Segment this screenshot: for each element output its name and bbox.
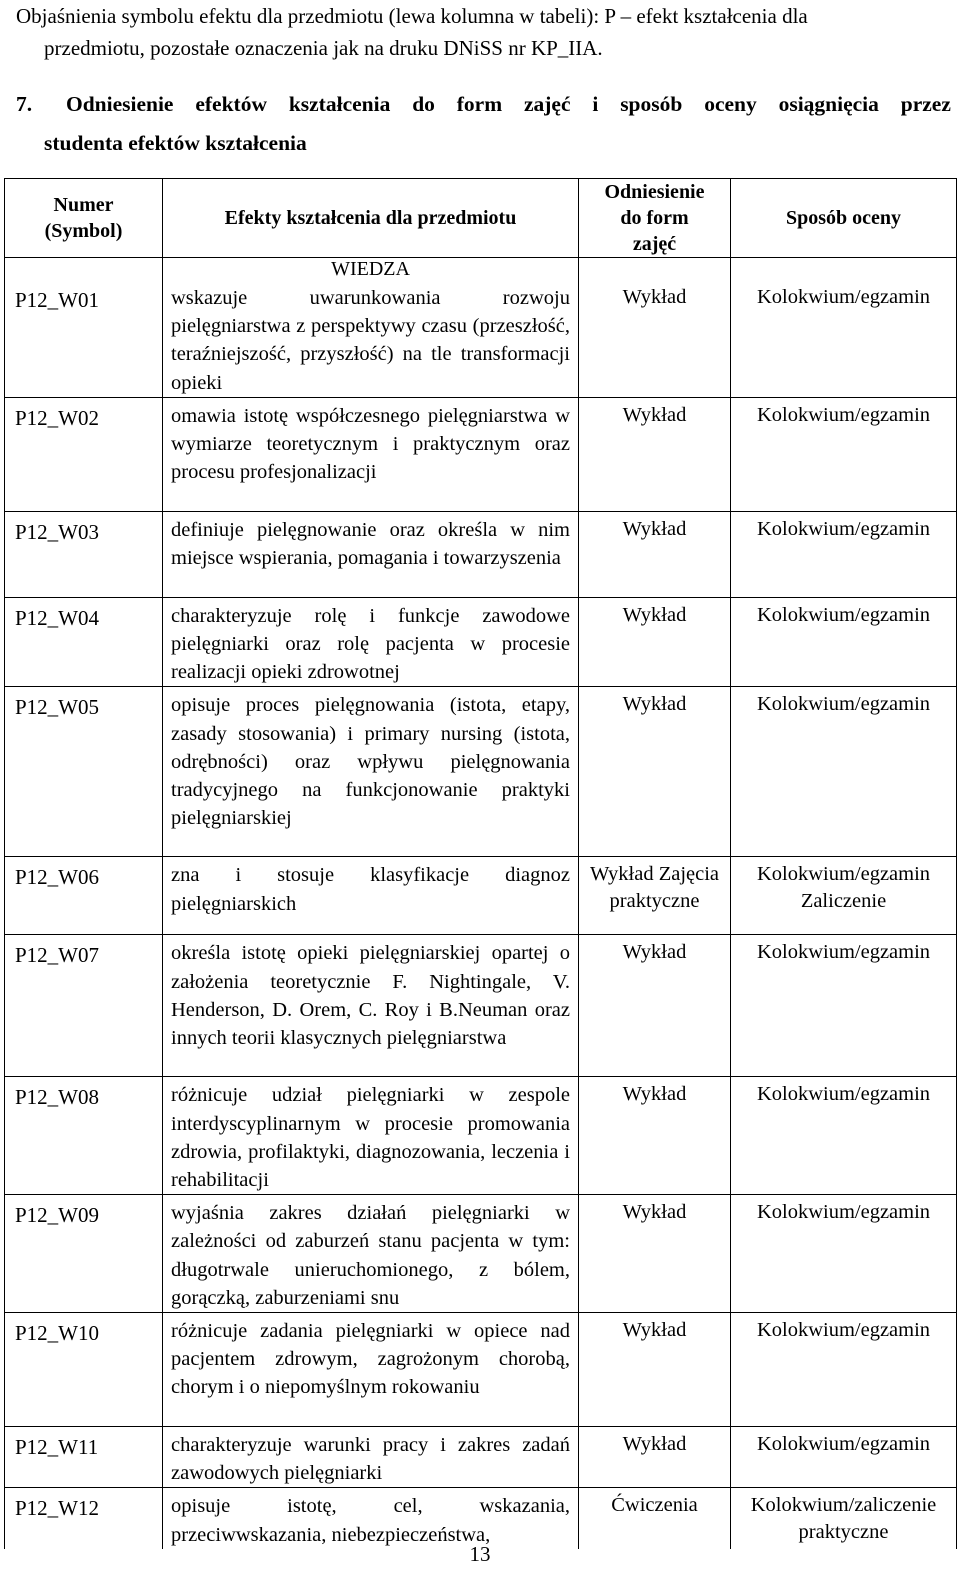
section-heading-line-2: studenta efektów kształcenia <box>44 131 307 155</box>
effect-description: definiuje pielęgnowanie oraz określa w nim miejsce wspierania, pomagania i towarzyszenia <box>163 511 579 597</box>
assessment-method: Kolokwium/egzamin <box>731 597 957 687</box>
table-row <box>5 397 957 511</box>
course-form: Wykład <box>579 935 731 1077</box>
section-heading-word: zajęć <box>523 92 571 116</box>
table-row <box>5 687 957 857</box>
effect-description: charakteryzuje rolę i funkcje zawodowe pielęgniarki oraz rolę pacjenta w procesie realizacji opieki zdrowotnej <box>163 597 579 687</box>
group-label: WIEDZA <box>163 258 579 281</box>
section-heading-word: osiągnięcia <box>778 92 879 116</box>
header-symbol <box>5 179 163 258</box>
section-heading-word: do <box>412 92 435 116</box>
explanation-note <box>16 0 951 64</box>
effect-description: opisuje proces pielęgnowania (istota, etapy, zasady stosowania) i primary nursing (istota, odrębności) oraz wpływu pielęgnowania tradycyjnego na funkcjonowanie praktyki pielęgniarskiej <box>163 687 579 857</box>
effect-description: zna i stosuje klasyfikacje diagnoz pielęgniarskich <box>163 857 579 935</box>
effect-description: wyjaśnia zakres działań pielęgniarki w zależności od zaburzeń stanu pacjenta w tym: długotrwale unieruchomionego, z bólem, gorączką, zaburzeniami snu <box>163 1195 579 1313</box>
effect-symbol: P12_W10 <box>5 1313 163 1427</box>
table-row <box>5 857 957 935</box>
table-row <box>5 1195 957 1313</box>
header-assessment: Sposób oceny <box>731 179 957 258</box>
effect-description: wskazuje uwarunkowania rozwoju pielęgniarstwa z perspektywy czasu (przeszłość, teraźniejszość, przyszłość) na tle transformacji opieki <box>163 280 579 397</box>
course-form: Wykład <box>579 1195 731 1313</box>
table-row <box>5 1427 957 1488</box>
assessment-method: Kolokwium/egzamin <box>731 1313 957 1427</box>
section-heading-word: Odniesienie <box>65 92 174 116</box>
header-effects: Efekty kształcenia dla przedmiotu <box>163 179 579 258</box>
effect-description: różnicuje zadania pielęgniarki w opiece nad pacjentem zdrowym, zagrożonym chorobą, chorym i o niepomyślnym rokowaniu <box>163 1313 579 1427</box>
table-row <box>5 1313 957 1427</box>
section-heading-word: kształcenia <box>288 92 391 116</box>
table-row <box>5 280 957 397</box>
course-form: Wykład <box>579 511 731 597</box>
course-form: Wykład <box>579 280 731 397</box>
course-form: Wykład <box>579 1077 731 1195</box>
section-heading-word: efektów <box>195 92 267 116</box>
effect-symbol: P12_W08 <box>5 1077 163 1195</box>
section-heading-line-1 <box>16 92 951 117</box>
page-number: 13 <box>469 1542 491 1566</box>
course-form: Wykład <box>579 1427 731 1488</box>
assessment-method: Kolokwium/egzamin <box>731 397 957 511</box>
effect-symbol: P12_W02 <box>5 397 163 511</box>
table-row <box>5 511 957 597</box>
header-symbol-line-2: (Symbol) <box>44 220 123 242</box>
effect-symbol: P12_W09 <box>5 1195 163 1313</box>
effect-description: charakteryzuje warunki pracy i zakres zadań zawodowych pielęgniarki <box>163 1427 579 1488</box>
effect-symbol: P12_W12 <box>5 1488 163 1549</box>
section-number: 7. <box>16 92 33 116</box>
effect-symbol: P12_W01 <box>5 280 163 397</box>
course-form: Ćwiczenia <box>579 1488 731 1549</box>
section-heading-word: form <box>456 92 503 116</box>
section-heading <box>16 92 951 156</box>
assessment-method: Kolokwium/egzamin Zaliczenie <box>731 857 957 935</box>
effect-description: opisuje istotę, cel, wskazania, przeciwwskazania, niebezpieczeństwa, <box>163 1488 579 1549</box>
header-form <box>579 179 731 258</box>
assessment-method: Kolokwium/egzamin <box>731 1195 957 1313</box>
course-form: Wykład <box>579 1313 731 1427</box>
table-header-row <box>5 179 957 258</box>
section-heading-word: sposób <box>620 92 683 116</box>
header-form-line-1: Odniesienie <box>604 181 705 203</box>
effects-table <box>4 178 957 1549</box>
course-form: Wykład <box>579 687 731 857</box>
table-row <box>5 597 957 687</box>
assessment-method: Kolokwium/egzamin <box>731 687 957 857</box>
header-form-line-2: do form <box>620 207 689 229</box>
group-row <box>5 258 957 281</box>
assessment-method: Kolokwium/egzamin <box>731 1427 957 1488</box>
course-form: Wykład Zajęcia praktyczne <box>579 857 731 935</box>
section-heading-word: oceny <box>704 92 757 116</box>
effect-description: różnicuje udział pielęgniarki w zespole interdyscyplinarnym w procesie promowania zdrowia, profilaktyki, diagnozowania, leczenia i rehabilitacji <box>163 1077 579 1195</box>
course-form: Wykład <box>579 597 731 687</box>
effect-symbol: P12_W07 <box>5 935 163 1077</box>
table-row <box>5 935 957 1077</box>
effect-description: określa istotę opieki pielęgniarskiej opartej o założenia teoretycznie F. Nightingale, V. Henderson, D. Orem, C. Roy i B.Neuman oraz innych teorii klasycznych pielęgniarstwa <box>163 935 579 1077</box>
explanation-line-2: przedmiotu, pozostałe oznaczenia jak na druku DNiSS nr KP_IIA. <box>44 36 603 60</box>
table-row <box>5 1077 957 1195</box>
table-row <box>5 1488 957 1549</box>
effect-symbol: P12_W05 <box>5 687 163 857</box>
header-symbol-line-1: Numer <box>53 194 114 216</box>
section-heading-word: przez <box>900 92 951 116</box>
course-form: Wykład <box>579 397 731 511</box>
header-form-line-3: zajęć <box>632 233 677 255</box>
effect-description: omawia istotę współczesnego pielęgniarstwa w wymiarze teoretycznym i praktycznym oraz procesu profesjonalizacji <box>163 397 579 511</box>
assessment-method: Kolokwium/egzamin <box>731 511 957 597</box>
effect-symbol: P12_W04 <box>5 597 163 687</box>
section-heading-word: i <box>592 92 599 116</box>
explanation-line-1: Objaśnienia symbolu efektu dla przedmiotu (lewa kolumna w tabeli): P – efekt kształcenia dla <box>16 4 808 28</box>
assessment-method: Kolokwium/egzamin <box>731 280 957 397</box>
effect-symbol: P12_W11 <box>5 1427 163 1488</box>
assessment-method: Kolokwium/egzamin <box>731 935 957 1077</box>
assessment-method: Kolokwium/zaliczenie praktyczne <box>731 1488 957 1549</box>
effect-symbol: P12_W03 <box>5 511 163 597</box>
assessment-method: Kolokwium/egzamin <box>731 1077 957 1195</box>
effect-symbol: P12_W06 <box>5 857 163 935</box>
